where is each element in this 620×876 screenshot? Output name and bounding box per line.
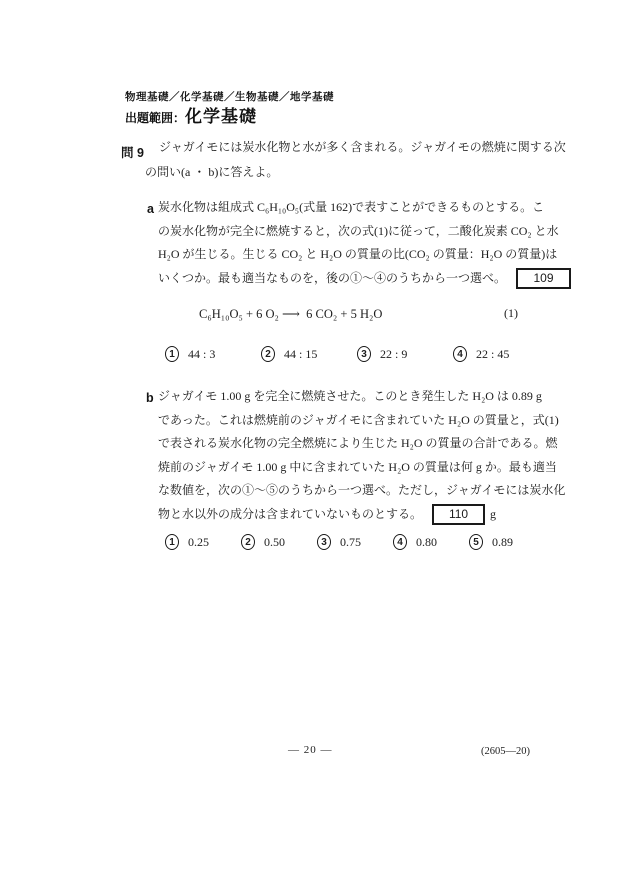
circled-number-icon: 3	[357, 346, 371, 362]
part-a-label: a	[147, 202, 154, 216]
chemical-equation: C₆H₁₀O₅ + 6 O₂ ⟶ 6 CO₂ + 5 H₂O	[199, 307, 383, 321]
choice-option	[261, 346, 357, 362]
circled-number-icon: 2	[261, 346, 275, 362]
circled-number-icon: 4	[453, 346, 467, 362]
page-number: — 20 —	[288, 744, 333, 756]
choice-option	[393, 534, 469, 550]
choice-label: 22 : 45	[476, 346, 510, 361]
text-line: の問い(a ・ b)に答えよ。	[145, 165, 279, 179]
text-line: で表される炭水化物の完全燃焼により生じた H₂O の質量の合計である。燃	[158, 436, 558, 450]
choice-label: 0.50	[264, 534, 285, 549]
circled-number-icon: 1	[165, 534, 179, 550]
choice-option	[453, 346, 509, 362]
text-line	[158, 503, 538, 527]
text-line: の炭水化物が完全に燃焼すると，次の式(1)に従って，二酸化炭素 CO₂ と水	[158, 223, 559, 238]
choice-label: 22 : 9	[380, 346, 408, 361]
text-line: ジャガイモには炭水化物と水が多く含まれる。ジャガイモの燃焼に関する次	[159, 140, 566, 154]
choice-label: 44 : 3	[188, 346, 216, 361]
answer-unit: g	[490, 506, 497, 521]
circled-number-icon: 1	[165, 346, 179, 362]
equation-number: (1)	[504, 306, 518, 320]
scope-value: 化学基礎	[185, 107, 258, 126]
subjects-line: 物理基礎／化学基礎／生物基礎／地学基礎	[125, 91, 334, 103]
choice-option	[165, 346, 261, 362]
choice-label: 0.89	[492, 534, 513, 549]
text-line	[158, 267, 571, 291]
text-line-fragment: 物と水以外の成分は含まれていないものとする。	[158, 506, 423, 521]
part-b-text	[158, 385, 566, 526]
exam-scope	[125, 102, 257, 127]
text-line-fragment: いくつか。最も適当なものを，後の①～④のうちから一つ選べ。	[158, 270, 507, 285]
circled-number-icon: 5	[469, 534, 483, 550]
part-b-label: b	[146, 391, 154, 405]
choice-option	[357, 346, 453, 362]
document-code: (2605—20)	[481, 746, 530, 757]
question-intro-cont	[145, 161, 278, 185]
choice-label: 0.25	[188, 534, 209, 549]
text-line: ジャガイモ 1.00 g を完全に燃焼させた。このとき発生した H₂O は 0.89 g	[158, 389, 542, 403]
choice-option	[241, 534, 317, 550]
circled-number-icon: 4	[393, 534, 407, 550]
text-line: 焼前のジャガイモ 1.00 g 中に含まれていた H₂O の質量は何 g か。最も適当	[158, 459, 557, 474]
answer-number-box: 110	[432, 504, 485, 525]
question-number-label: 問 9	[121, 146, 144, 160]
text-line: 炭水化物は組成式 C₆H₁₀O₅(式量 162)で表すことができるものとする。こ	[158, 200, 545, 214]
part-a-text	[158, 196, 571, 290]
choice-option	[165, 534, 241, 550]
text-line: な数値を，次の①～⑤のうちから一つ選べ。ただし，ジャガイモには炭水化	[158, 483, 566, 497]
part-b-choices	[165, 534, 513, 550]
choice-label: 0.75	[340, 534, 361, 549]
part-a-choices	[165, 346, 509, 362]
choice-label: 0.80	[416, 534, 437, 549]
choice-label: 44 : 15	[284, 346, 318, 361]
answer-number-box: 109	[516, 268, 571, 289]
circled-number-icon: 2	[241, 534, 255, 550]
choice-option	[317, 534, 393, 550]
scope-label: 出題範囲：	[125, 111, 186, 125]
question-intro	[159, 136, 566, 160]
text-line: H₂O が生じる。生じる CO₂ と H₂O の質量の比(CO₂ の質量：H₂O の質量)は	[158, 247, 558, 261]
choice-option	[469, 534, 513, 550]
text-line: であった。これは燃焼前のジャガイモに含まれていた H₂O の質量と，式(1)	[158, 412, 559, 427]
circled-number-icon: 3	[317, 534, 331, 550]
